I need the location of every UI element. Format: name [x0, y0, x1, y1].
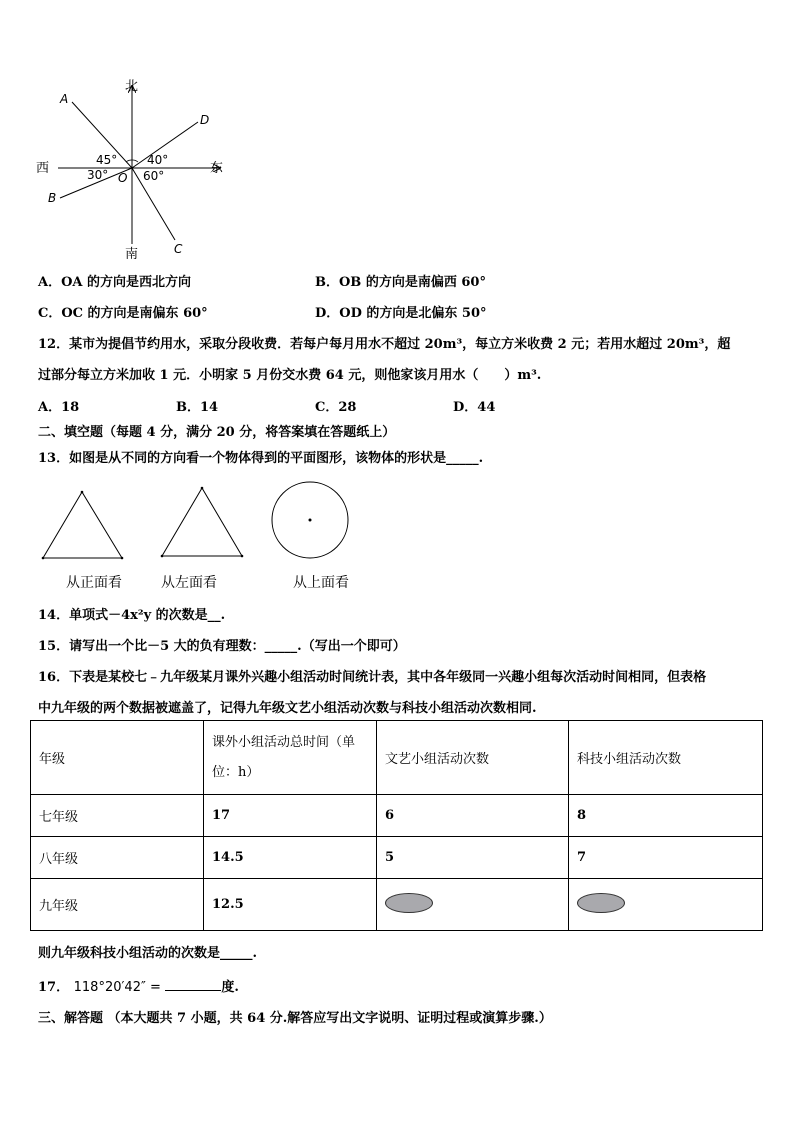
point-o: O: [118, 171, 128, 185]
label-side-view: 从左面看: [161, 575, 217, 591]
label-east: 东: [210, 161, 224, 176]
angle-60: 60°: [143, 169, 165, 183]
q11-option-c: C．OC 的方向是南偏东 60°: [38, 306, 208, 321]
covered-tech-cell: [569, 879, 763, 931]
side-view-triangle: [162, 488, 242, 556]
header-total-time: 课外小组活动总时间（单 位：h）: [204, 721, 377, 795]
covered-arts-cell: [377, 879, 569, 931]
table-header-row: [31, 721, 763, 795]
point-c: C: [174, 242, 183, 256]
q12-option-d: D．44: [453, 400, 496, 415]
q11-option-a: A．OA 的方向是西北方向: [38, 275, 192, 290]
q17-expression: 118°20′42″ =: [73, 980, 161, 995]
q16-line2: 中九年级的两个数据被遮盖了，记得九年级文艺小组活动次数与科技小组活动次数相同.: [38, 701, 537, 716]
angle-45: 45°: [96, 153, 118, 167]
table-row: 八年级 14.5 5 7: [31, 837, 763, 879]
q12-option-b: B．14: [176, 400, 219, 415]
q13-views: [38, 480, 358, 570]
table-row: 九年级 12.5: [31, 879, 763, 931]
q12-option-c: C．28: [315, 400, 357, 415]
header-grade: 年级: [31, 721, 204, 795]
angle-30: 30°: [87, 168, 109, 182]
compass-diagram: [30, 72, 240, 267]
q11-option-d: D．OD 的方向是北偏东 50°: [315, 306, 487, 321]
top-view-center-dot: [309, 519, 312, 522]
section-2-heading: 二、填空题（每题 4 分，满分 20 分，将答案填在答题纸上）: [38, 425, 396, 440]
q11-option-b: B．OB 的方向是南偏西 60°: [315, 275, 486, 290]
angle-40: 40°: [147, 153, 169, 167]
table-row: 七年级 17 6 8: [31, 795, 763, 837]
cover-oval: [577, 893, 625, 913]
q16-line1: 16．下表是某校七﹣九年级某月课外兴趣小组活动时间统计表，其中各年级同一兴趣小组每次活动时间相同，但表格: [38, 670, 707, 685]
q12-line2: 过部分每立方米加收 1 元．小明家 5 月份交水费 64 元，则他家该月用水（ ）m³.: [38, 368, 542, 383]
activity-table: [30, 720, 763, 931]
label-north: 北: [125, 79, 139, 94]
header-arts-count: 文艺小组活动次数: [377, 721, 569, 795]
section-3-heading: 三、解答题 （本大题共 7 小题，共 64 分.解答应写出文字说明、证明过程或演算步骤.）: [38, 1011, 552, 1026]
q13-text: 13．如图是从不同的方向看一个物体得到的平面图形，该物体的形状是_____.: [38, 451, 484, 466]
q15-text: 15．请写出一个比－5 大的负有理数：_____.（写出一个即可）: [38, 639, 406, 654]
label-top-view: 从上面看: [293, 575, 349, 591]
q14-text: 14．单项式－4x²y 的次数是__.: [38, 608, 226, 623]
header-tech-count: 科技小组活动次数: [569, 721, 763, 795]
q16-after-text: 则九年级科技小组活动的次数是_____.: [38, 946, 258, 961]
point-a: A: [60, 92, 69, 106]
cover-oval: [385, 893, 433, 913]
label-west: 西: [36, 161, 50, 176]
q17-answer-blank: [165, 990, 221, 991]
label-front-view: 从正面看: [66, 575, 122, 591]
q12-line1: 12．某市为提倡节约用水，采取分段收费．若每户每月用水不超过 20m³，每立方米收费 2 元；若用水超过 20m³，超: [38, 337, 731, 352]
point-b: B: [48, 191, 57, 205]
q17-suffix: 度.: [221, 980, 239, 995]
q17-number: 17．: [38, 980, 70, 995]
label-south: 南: [125, 247, 139, 262]
q17-line: [38, 976, 239, 995]
q12-option-a: A．18: [38, 400, 80, 415]
point-d: D: [200, 113, 210, 127]
front-view-triangle: [43, 492, 122, 558]
